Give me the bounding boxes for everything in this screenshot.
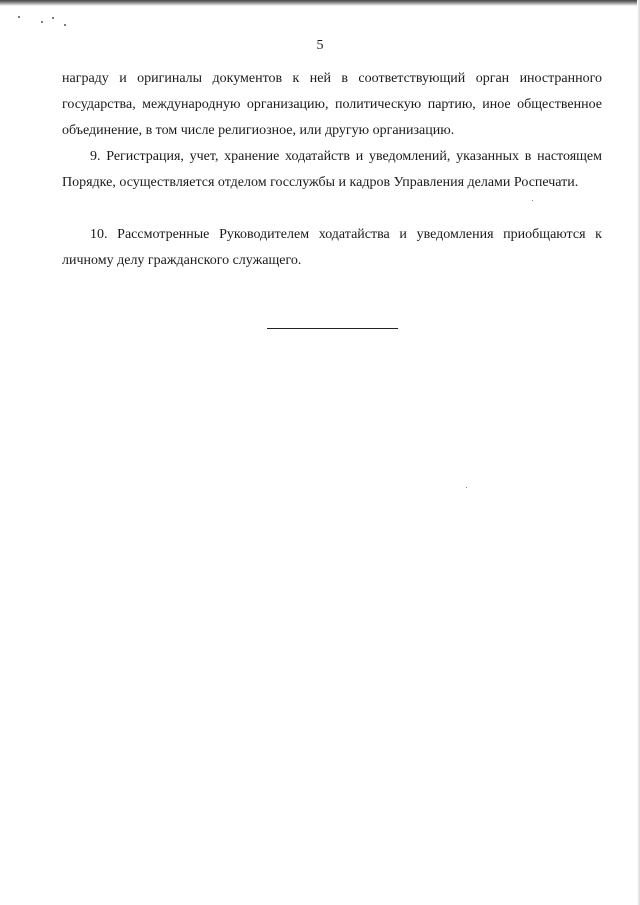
- paragraph-item-9: [62, 144, 602, 196]
- paragraph-text: 10. Рассмотренные Руководителем ходатайства и уведомления приобщаются к личному делу гражданского служащего.: [62, 227, 602, 268]
- scan-speck: [18, 16, 20, 18]
- scan-speck: [466, 487, 467, 488]
- scan-speck: [64, 24, 66, 26]
- paragraph-item-10: [62, 222, 602, 274]
- scan-top-edge: [0, 0, 640, 6]
- end-of-document-rule: [267, 328, 398, 329]
- page-number: 5: [316, 38, 324, 53]
- paragraph-text: награду и оригиналы документов к ней в соответствующий орган иностранного государства, международную организацию, политическую партию, иное общественное объединение, в том числе религиозное, или другую организацию.: [62, 71, 602, 138]
- scan-speck: [41, 21, 43, 23]
- paragraph-text: 9. Регистрация, учет, хранение ходатайств и уведомлений, указанных в настоящем Порядке, осуществляется отделом госслужбы и кадров Управления делами Роспечати.: [62, 149, 602, 190]
- scan-speck: [52, 17, 54, 19]
- scan-speck: [532, 200, 533, 201]
- paragraph-continuation: [62, 66, 602, 144]
